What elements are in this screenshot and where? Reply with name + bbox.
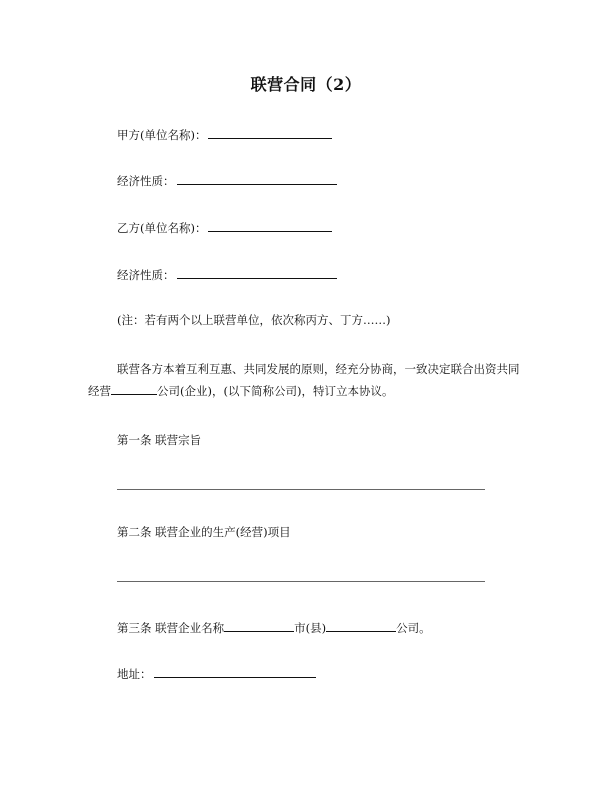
party-a-nature-label: 经济性质： — [117, 174, 175, 188]
address-label: 地址： — [117, 667, 152, 681]
article-3-city: 市(县) — [294, 621, 327, 635]
party-a-nature-row — [117, 172, 337, 189]
company-blank[interactable] — [326, 619, 396, 632]
page-title: 联营合同（2） — [250, 75, 362, 94]
note-text: (注：若有两个以上联营单位，依次称丙方、丁方……) — [117, 313, 391, 327]
party-b-nature-label: 经济性质： — [117, 268, 175, 282]
article-1-fill-line[interactable] — [117, 489, 485, 490]
article-2-fill-line[interactable] — [117, 581, 485, 582]
address-field[interactable] — [154, 665, 316, 678]
article-3-row — [117, 619, 431, 636]
article-1-heading: 第一条 联营宗旨 — [117, 433, 202, 447]
party-b-label: 乙方(单位名称)： — [117, 221, 207, 235]
address-row — [117, 665, 316, 682]
preamble-paragraph — [88, 358, 526, 402]
city-blank[interactable] — [224, 619, 294, 632]
preamble-part2: 公司(企业)，(以下简称公司)，特订立本协议。 — [157, 384, 394, 398]
party-b-nature-row — [117, 266, 337, 283]
party-a-row — [117, 126, 332, 143]
company-name-blank[interactable] — [111, 382, 157, 395]
party-b-row — [117, 219, 332, 236]
party-a-name-field[interactable] — [208, 126, 332, 139]
article-3-suffix: 公司。 — [396, 621, 431, 635]
party-b-nature-field[interactable] — [177, 266, 337, 279]
party-b-name-field[interactable] — [208, 219, 332, 232]
party-a-label: 甲方(单位名称)： — [117, 128, 207, 142]
article-3-prefix: 第三条 联营企业名称 — [117, 621, 225, 635]
article-2-heading: 第二条 联营企业的生产(经营)项目 — [117, 525, 291, 539]
preamble-part1: 联营各方本着互利互惠、共同发展的原则，经充分协商，一致决定联合出资共同经营 — [88, 362, 520, 398]
party-a-nature-field[interactable] — [177, 172, 337, 185]
